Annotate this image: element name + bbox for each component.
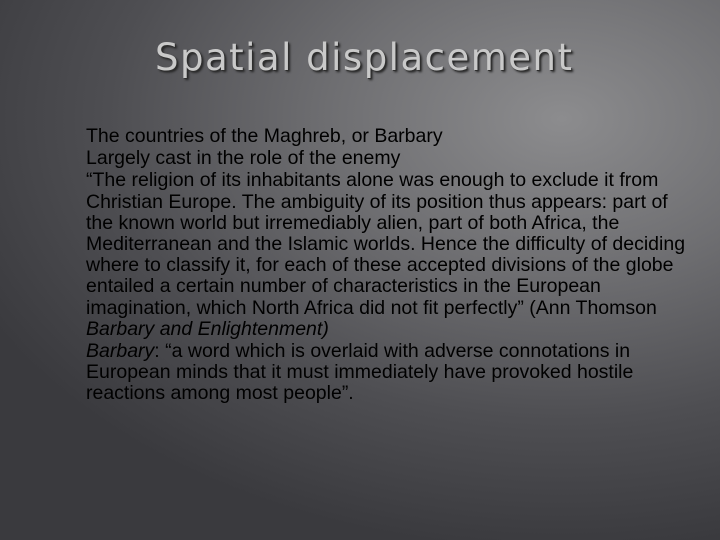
bullet-item: The countries of the Maghreb, or Barbary (86, 125, 443, 147)
definition-term: Barbary (86, 340, 155, 363)
definition-item (86, 341, 691, 405)
slide-title: Spatial displacement (155, 36, 574, 79)
quote-item (86, 170, 691, 340)
slide-body (86, 126, 691, 406)
citation-title: Barbary and Enlightenment) (86, 317, 329, 340)
bullet-item: Largely cast in the role of the enemy (86, 147, 401, 170)
definition-text: : “a word which is overlaid with adverse connotations in European minds that it must immediately have provoked hostile reactions among most people”. (86, 340, 634, 405)
quote-text: “The religion of its inhabitants alone was enough to exclude it from Christian Europe. The ambiguity of its position thus appears: part of the known world but irremediably alien, part of both Africa, the Mediterranean and the Islamic worlds. Hence the difficulty of deciding where to classify it, for each of these accepted divisions of the globe entailed a certain number of characteristics in the European imagination, which North Africa did not fit perfectly” (Ann Thomson (86, 169, 686, 319)
